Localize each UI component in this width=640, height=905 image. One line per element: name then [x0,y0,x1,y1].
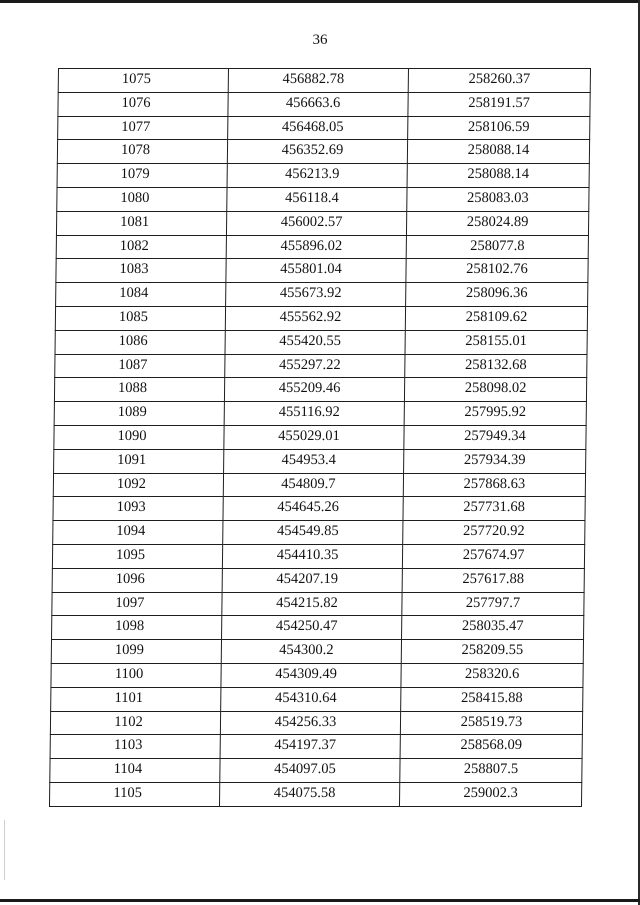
y-coordinate-cell: 257674.97 [402,544,584,568]
table-row [50,735,582,759]
table-row [51,640,583,664]
table-row [53,473,585,497]
y-coordinate-cell: 258519.73 [400,711,582,735]
x-coordinate-cell: 454310.64 [221,687,401,711]
point-number-cell: 1097 [52,592,222,616]
y-coordinate-cell: 258132.68 [405,354,587,378]
point-number-cell: 1077 [58,116,228,140]
table-row [53,497,585,521]
point-number-cell: 1083 [56,259,226,283]
table-row [55,354,587,378]
table-row [52,592,584,616]
y-coordinate-cell: 258106.59 [408,116,590,140]
x-coordinate-cell: 456002.57 [226,211,406,235]
y-coordinate-cell: 258209.55 [401,640,583,664]
point-number-cell: 1082 [56,235,226,259]
x-coordinate-cell: 455209.46 [224,378,404,402]
table-row [58,92,590,116]
y-coordinate-cell: 258260.37 [408,69,590,93]
y-coordinate-cell: 257731.68 [403,497,585,521]
point-number-cell: 1093 [53,497,223,521]
x-coordinate-cell: 455297.22 [225,354,405,378]
coordinates-table-body [49,69,590,807]
table-row [58,69,590,93]
point-number-cell: 1075 [58,69,228,93]
point-number-cell: 1081 [56,211,226,235]
point-number-cell: 1095 [52,544,222,568]
table-row [54,378,586,402]
table-row [55,330,587,354]
x-coordinate-cell: 454410.35 [222,544,402,568]
table-row [54,449,586,473]
table-row [56,259,588,283]
table-row [50,759,582,783]
y-coordinate-cell: 257995.92 [404,402,586,426]
x-coordinate-cell: 456468.05 [228,116,408,140]
table-row [51,663,583,687]
y-coordinate-cell: 258083.03 [407,187,589,211]
point-number-cell: 1092 [53,473,223,497]
x-coordinate-cell: 456213.9 [227,164,407,188]
table-row [57,164,589,188]
y-coordinate-cell: 258155.01 [405,330,587,354]
x-coordinate-cell: 454197.37 [220,735,400,759]
point-number-cell: 1076 [58,92,228,116]
table-row [57,140,589,164]
coordinates-table [49,68,591,807]
point-number-cell: 1098 [52,616,222,640]
y-coordinate-cell: 259002.3 [399,782,581,806]
table-row [52,616,584,640]
page-number: 36 [312,32,328,48]
x-coordinate-cell: 454549.85 [223,521,403,545]
x-coordinate-cell: 455801.04 [226,259,406,283]
x-coordinate-cell: 455562.92 [225,306,405,330]
y-coordinate-cell: 258568.09 [400,735,582,759]
x-coordinate-cell: 454953.4 [224,449,404,473]
x-coordinate-cell: 455673.92 [226,283,406,307]
point-number-cell: 1105 [49,782,219,806]
y-coordinate-cell: 258077.8 [406,235,588,259]
table-row [58,116,590,140]
point-number-cell: 1090 [54,425,224,449]
point-number-cell: 1104 [50,759,220,783]
x-coordinate-cell: 454215.82 [222,592,402,616]
table-row [54,425,586,449]
x-coordinate-cell: 454075.58 [219,782,399,806]
table-row [56,283,588,307]
y-coordinate-cell: 257617.88 [402,568,584,592]
point-number-cell: 1099 [51,640,221,664]
y-coordinate-cell: 257868.63 [403,473,585,497]
table-row [55,306,587,330]
point-number-cell: 1079 [57,164,227,188]
x-coordinate-cell: 455116.92 [224,402,404,426]
table-row [50,711,582,735]
x-coordinate-cell: 454207.19 [222,568,402,592]
point-number-cell: 1101 [51,687,221,711]
point-number-cell: 1084 [56,283,226,307]
table-row [57,187,589,211]
y-coordinate-cell: 258102.76 [406,259,588,283]
point-number-cell: 1086 [55,330,225,354]
y-coordinate-cell: 258088.14 [407,164,589,188]
y-coordinate-cell: 257797.7 [402,592,584,616]
x-coordinate-cell: 455029.01 [224,425,404,449]
x-coordinate-cell: 456118.4 [227,187,407,211]
x-coordinate-cell: 454645.26 [223,497,403,521]
x-coordinate-cell: 456882.78 [228,69,408,93]
point-number-cell: 1091 [54,449,224,473]
y-coordinate-cell: 258807.5 [400,759,582,783]
x-coordinate-cell: 456352.69 [227,140,407,164]
table-row [49,782,581,806]
table-row [56,235,588,259]
scan-edge-mark [4,820,5,880]
x-coordinate-cell: 455896.02 [226,235,406,259]
table-row [52,544,584,568]
y-coordinate-cell: 258024.89 [406,211,588,235]
point-number-cell: 1080 [57,187,227,211]
table-row [56,211,588,235]
x-coordinate-cell: 454250.47 [222,616,402,640]
point-number-cell: 1087 [55,354,225,378]
table-row [52,568,584,592]
x-coordinate-cell: 454809.7 [223,473,403,497]
x-coordinate-cell: 454309.49 [221,663,401,687]
y-coordinate-cell: 258109.62 [405,306,587,330]
table-row [54,402,586,426]
table-row [53,521,585,545]
x-coordinate-cell: 456663.6 [228,92,408,116]
point-number-cell: 1094 [53,521,223,545]
y-coordinate-cell: 258098.02 [404,378,586,402]
x-coordinate-cell: 454097.05 [220,759,400,783]
x-coordinate-cell: 454256.33 [220,711,400,735]
y-coordinate-cell: 258035.47 [402,616,584,640]
y-coordinate-cell: 257934.39 [404,449,586,473]
y-coordinate-cell: 258096.36 [406,283,588,307]
x-coordinate-cell: 454300.2 [221,640,401,664]
point-number-cell: 1103 [50,735,220,759]
scan-edge-top [0,0,640,3]
point-number-cell: 1100 [51,663,221,687]
x-coordinate-cell: 455420.55 [225,330,405,354]
table-row [51,687,583,711]
y-coordinate-cell: 257949.34 [404,425,586,449]
point-number-cell: 1102 [50,711,220,735]
scan-edge-bottom [0,899,640,902]
y-coordinate-cell: 258415.88 [401,687,583,711]
point-number-cell: 1089 [54,402,224,426]
y-coordinate-cell: 257720.92 [403,521,585,545]
point-number-cell: 1085 [55,306,225,330]
y-coordinate-cell: 258320.6 [401,663,583,687]
point-number-cell: 1078 [57,140,227,164]
point-number-cell: 1096 [52,568,222,592]
point-number-cell: 1088 [54,378,224,402]
y-coordinate-cell: 258088.14 [407,140,589,164]
y-coordinate-cell: 258191.57 [408,92,590,116]
